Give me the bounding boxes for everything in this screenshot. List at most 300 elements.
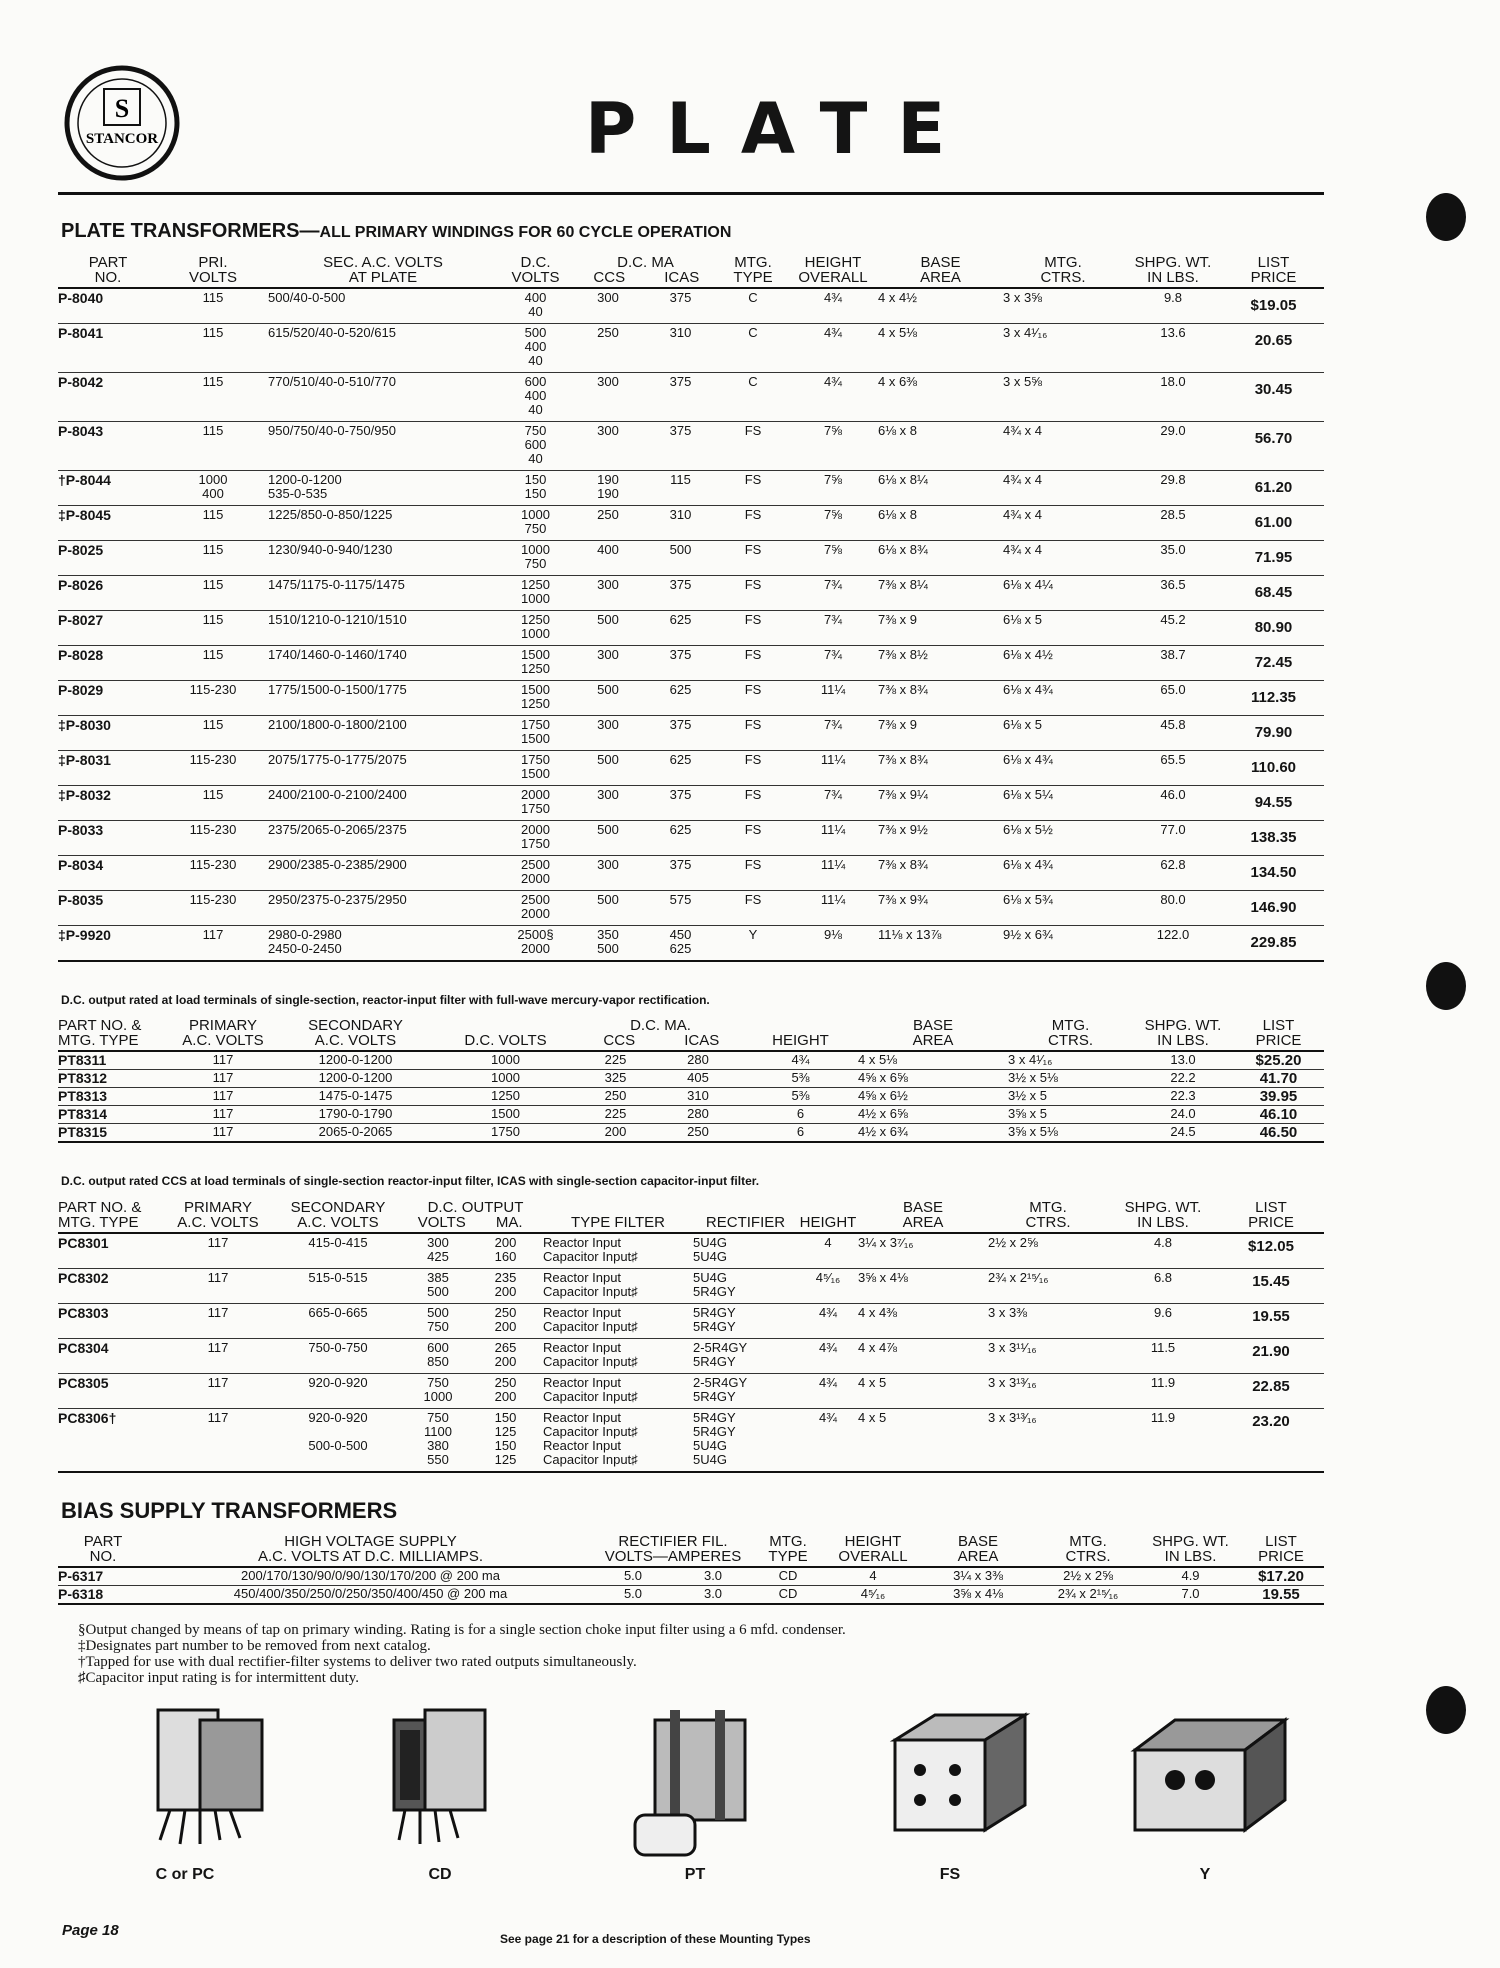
stancor-logo (64, 65, 180, 181)
table-row (58, 856, 1324, 891)
cell-icas: 375 (643, 373, 718, 422)
cell-icas: 625 (643, 751, 718, 786)
cell-rect: 5U4G 5R4GY (693, 1269, 798, 1304)
cell-ctrs: 2½ x 2⅝ (1033, 1567, 1143, 1586)
cell-part: ‡P-8045 (58, 506, 158, 541)
table-row (58, 1567, 1324, 1586)
cell-pri: 115 (158, 786, 268, 821)
cell-pri: 115-230 (158, 751, 268, 786)
cell-mtg: C (718, 288, 788, 324)
cell-wt: 45.2 (1123, 611, 1223, 646)
table-row (58, 324, 1324, 373)
bias-col-rectifier: RECTIFIER FIL. VOLTS—AMPERES (593, 1534, 753, 1567)
cell-base: 6⅛ x 8¾ (878, 541, 1003, 576)
cell-sec: 615/520/40-0-520/615 (268, 324, 498, 373)
bias-col-hv: HIGH VOLTAGE SUPPLY A.C. VOLTS AT D.C. MILLIAMPS. (148, 1534, 593, 1567)
cell-hv: 450/400/350/250/0/250/350/400/450 @ 200 ma (148, 1586, 593, 1605)
cell-mtg: FS (718, 541, 788, 576)
cell-wt: 35.0 (1123, 541, 1223, 576)
cell-sec: 2375/2065-0-2065/2375 (268, 821, 498, 856)
table-row (58, 611, 1324, 646)
cell-part: P-8033 (58, 821, 158, 856)
pc-col-height: HEIGHT (798, 1200, 858, 1233)
cell-ctrs: 9½ x 6¾ (1003, 926, 1123, 962)
cell-icas: 375 (643, 422, 718, 471)
cell-height: 4¾ (798, 1374, 858, 1409)
table-row (58, 681, 1324, 716)
cell-base: 4⅝ x 6⅝ (858, 1070, 1008, 1088)
pc-col-primary: PRIMARY A.C. VOLTS (168, 1200, 268, 1233)
table-row (58, 786, 1324, 821)
cell-height: 4¾ (798, 1304, 858, 1339)
pc-col-base: BASE AREA (858, 1200, 988, 1233)
cell-base: 4½ x 6¾ (858, 1124, 1008, 1143)
pc-col-rectifier: RECTIFIER (693, 1200, 798, 1233)
cell-sec: 415-0-415 (268, 1233, 408, 1269)
cell-base: 6⅛ x 8¼ (878, 471, 1003, 506)
cell-sec: 2100/1800-0-1800/2100 (268, 716, 498, 751)
cell-amps: 3.0 (673, 1586, 753, 1605)
cell-wt: 11.5 (1108, 1339, 1218, 1374)
pc-col-filter: TYPE FILTER (543, 1200, 693, 1233)
table-row (58, 1233, 1324, 1269)
table-row (58, 891, 1324, 926)
cell-pri: 115 (158, 716, 268, 751)
cell-pri: 117 (168, 1374, 268, 1409)
cell-rect: 5R4GY 5R4GY 5U4G 5U4G (693, 1409, 798, 1473)
cell-part: PT8315 (58, 1124, 168, 1143)
cell-base: 11⅛ x 13⅞ (878, 926, 1003, 962)
pc-col-secondary: SECONDARY A.C. VOLTS (268, 1200, 408, 1233)
cell-ctrs: 6⅛ x 5½ (1003, 821, 1123, 856)
cell-filter: Reactor Input Capacitor Input♯ (543, 1233, 693, 1269)
cell-mtg: FS (718, 681, 788, 716)
cell-ccs: 200 (578, 1124, 653, 1143)
cell-sec: 1200-0-1200 (278, 1070, 433, 1088)
cell-dc: 400 40 (498, 288, 573, 324)
cell-ctrs: 3⅝ x 5 (1008, 1106, 1133, 1124)
cell-base: 7⅜ x 9¾ (878, 891, 1003, 926)
cell-part: PC8304 (58, 1339, 168, 1374)
cell-wt: 29.0 (1123, 422, 1223, 471)
cell-ccs: 300 (573, 288, 643, 324)
cell-wt: 24.5 (1133, 1124, 1233, 1143)
cell-ctrs: 3 x 5⅝ (1003, 373, 1123, 422)
pt-col-secondary: SECONDARY A.C. VOLTS (278, 1018, 433, 1051)
cell-sec: 1200-0-1200 (278, 1051, 433, 1070)
cell-height: 7¾ (788, 716, 878, 751)
cell-ctrs: 4¾ x 4 (1003, 471, 1123, 506)
cell-part: P-8035 (58, 891, 158, 926)
cell-pri: 117 (168, 1070, 278, 1088)
cell-base: 6⅛ x 8 (878, 422, 1003, 471)
cell-sec: 1230/940-0-940/1230 (268, 541, 498, 576)
cell-mtg: FS (718, 716, 788, 751)
cell-part: PC8305 (58, 1374, 168, 1409)
col-mtg-ctrs: MTG. CTRS. (1003, 255, 1123, 288)
cell-mtg: FS (718, 786, 788, 821)
cell-base: 3⅝ x 4⅛ (858, 1269, 988, 1304)
cell-icas: 500 (643, 541, 718, 576)
cell-icas: 625 (643, 821, 718, 856)
cell-ctrs: 2¾ x 2¹⁵⁄₁₆ (1033, 1586, 1143, 1605)
cell-icas: 310 (643, 506, 718, 541)
cell-base: 7⅜ x 8¾ (878, 856, 1003, 891)
cell-dc: 1750 (433, 1124, 578, 1143)
pc-transformers-table (58, 1200, 1324, 1473)
cell-filter: Reactor Input Capacitor Input♯ (543, 1269, 693, 1304)
cell-base: 4 x 4½ (878, 288, 1003, 324)
cell-base: 4⅝ x 6½ (858, 1088, 1008, 1106)
table-row (58, 288, 1324, 324)
cell-price: 146.90 (1223, 891, 1324, 926)
cell-pri: 117 (168, 1088, 278, 1106)
cell-icas: 310 (643, 324, 718, 373)
cell-dc: 500 400 40 (498, 324, 573, 373)
cell-pri: 117 (168, 1269, 268, 1304)
cell-sec: 665-0-665 (268, 1304, 408, 1339)
cell-wt: 45.8 (1123, 716, 1223, 751)
cell-part: PC8303 (58, 1304, 168, 1339)
cell-wt: 7.0 (1143, 1586, 1238, 1605)
cell-icas: 375 (643, 716, 718, 751)
pt-col-base: BASE AREA (858, 1018, 1008, 1051)
logo-text: STANCOR (85, 131, 159, 147)
pc-col-ctrs: MTG. CTRS. (988, 1200, 1108, 1233)
footnote: ‡Designates part number to be removed from next catalog. (78, 1638, 431, 1654)
footnotes (78, 1622, 846, 1686)
pt-col-price: LIST PRICE (1233, 1018, 1324, 1051)
cell-part: PT8313 (58, 1088, 168, 1106)
cell-sec: 2065-0-2065 (278, 1124, 433, 1143)
cell-ctrs: 3 x 3¹³⁄₁₆ (988, 1409, 1108, 1473)
cell-sec: 1740/1460-0-1460/1740 (268, 646, 498, 681)
cell-base: 4 x 6⅜ (878, 373, 1003, 422)
table-row (58, 716, 1324, 751)
cell-pri: 115 (158, 646, 268, 681)
table-row (58, 1070, 1324, 1088)
cell-dc: 2000 1750 (498, 821, 573, 856)
cell-icas: 280 (653, 1106, 743, 1124)
cell-part: PC8306† (58, 1409, 168, 1473)
cell-ma: 250 200 (468, 1374, 543, 1409)
cell-ctrs: 6⅛ x 5¼ (1003, 786, 1123, 821)
cell-icas: 375 (643, 856, 718, 891)
cell-height: 4 (798, 1233, 858, 1269)
cell-icas: 310 (653, 1088, 743, 1106)
cell-height: 7⅝ (788, 541, 878, 576)
cell-ccs: 500 (573, 681, 643, 716)
svg-text:S: S (114, 94, 130, 123)
cell-wt: 4.8 (1108, 1233, 1218, 1269)
cell-dc: 1250 1000 (498, 576, 573, 611)
cell-icas: 250 (653, 1124, 743, 1143)
cell-price: 21.90 (1218, 1339, 1324, 1374)
cell-rect: 5R4GY 5R4GY (693, 1304, 798, 1339)
cell-ctrs: 3 x 3⅜ (988, 1304, 1108, 1339)
cell-height: 11¼ (788, 856, 878, 891)
table-row (58, 1088, 1324, 1106)
cell-base: 7⅜ x 9 (878, 611, 1003, 646)
cell-pri: 115 (158, 324, 268, 373)
cell-ccs: 350 500 (573, 926, 643, 962)
cell-price: 68.45 (1223, 576, 1324, 611)
cell-height: 4¾ (788, 373, 878, 422)
cell-height: 9⅛ (788, 926, 878, 962)
cell-base: 7⅜ x 8¾ (878, 751, 1003, 786)
cell-price: 110.60 (1223, 751, 1324, 786)
fig-label-cd: CD (428, 1866, 452, 1883)
col-part-no: PART NO. (58, 255, 158, 288)
pt-rating-note: D.C. output rated at load terminals of single-section, reactor-input filter with full-wave mercury-vapor rectification. (61, 993, 710, 1007)
cell-mtg: FS (718, 611, 788, 646)
cell-sec: 920-0-920 (268, 1374, 408, 1409)
cell-pri: 115-230 (158, 821, 268, 856)
cell-price: 94.55 (1223, 786, 1324, 821)
cell-mtg: FS (718, 576, 788, 611)
binder-hole-bottom (1426, 1686, 1466, 1734)
table-row (58, 821, 1324, 856)
mounting-types-note: See page 21 for a description of these Mounting Types (500, 1932, 811, 1946)
cell-base: 4 x 5 (858, 1409, 988, 1473)
cell-ctrs: 4¾ x 4 (1003, 422, 1123, 471)
cell-sec: 1510/1210-0-1210/1510 (268, 611, 498, 646)
cell-price: 72.45 (1223, 646, 1324, 681)
table-row (58, 1124, 1324, 1143)
cell-wt: 28.5 (1123, 506, 1223, 541)
cell-base: 7⅜ x 9 (878, 716, 1003, 751)
cell-wt: 24.0 (1133, 1106, 1233, 1124)
cell-sec: 2900/2385-0-2385/2900 (268, 856, 498, 891)
cell-volts: 600 850 (408, 1339, 468, 1374)
plate-transformers-table (58, 255, 1324, 962)
cell-part: ‡P-8030 (58, 716, 158, 751)
cell-base: 7⅜ x 8½ (878, 646, 1003, 681)
cell-ccs: 300 (573, 373, 643, 422)
col-price: LIST PRICE (1223, 255, 1324, 288)
cell-price: 46.10 (1233, 1106, 1324, 1124)
cell-ctrs: 4¾ x 4 (1003, 506, 1123, 541)
y-mount-transformer-icon (1120, 1700, 1290, 1850)
cell-sec: 2075/1775-0-1775/2075 (268, 751, 498, 786)
page-title: PLATE (585, 88, 976, 170)
cell-ctrs: 6⅛ x 4¾ (1003, 681, 1123, 716)
cell-mtg: FS (718, 821, 788, 856)
cell-ctrs: 2¾ x 2¹⁵⁄₁₆ (988, 1269, 1108, 1304)
cell-icas: 625 (643, 611, 718, 646)
cell-sec: 2980-0-2980 2450-0-2450 (268, 926, 498, 962)
cell-mtg: Y (718, 926, 788, 962)
cell-ctrs: 3 x 4¹⁄₁₆ (1003, 324, 1123, 373)
cell-height: 6 (743, 1106, 858, 1124)
cell-dc: 750 600 40 (498, 422, 573, 471)
fig-label-fs: FS (939, 1866, 961, 1883)
cell-mtg: FS (718, 471, 788, 506)
table-row (58, 1374, 1324, 1409)
cell-price: 22.85 (1218, 1374, 1324, 1409)
cell-sec: 2400/2100-0-2100/2400 (268, 786, 498, 821)
cell-ctrs: 6⅛ x 4½ (1003, 646, 1123, 681)
pt-col-dc-ma: D.C. MA. CCS ICAS (578, 1018, 743, 1051)
cell-filter: Reactor Input Capacitor Input♯ Reactor Input Capacitor Input♯ (543, 1409, 693, 1473)
cell-sec: 500/40-0-500 (268, 288, 498, 324)
cell-mtg: FS (718, 856, 788, 891)
cell-ccs: 225 (578, 1051, 653, 1070)
cell-wt: 13.0 (1133, 1051, 1233, 1070)
table-row (58, 1106, 1324, 1124)
cell-icas: 375 (643, 288, 718, 324)
pt-transformers-table (58, 1018, 1324, 1143)
cell-pri: 117 (168, 1339, 268, 1374)
pt-col-ctrs: MTG. CTRS. (1008, 1018, 1133, 1051)
cell-dc: 1750 1500 (498, 751, 573, 786)
cell-wt: 65.5 (1123, 751, 1223, 786)
bias-col-ctrs: MTG. CTRS. (1033, 1534, 1143, 1567)
pt-col-height: HEIGHT (743, 1018, 858, 1051)
pc-col-dc-output: D.C. OUTPUT VOLTS MA. (408, 1200, 543, 1233)
cell-sec: 950/750/40-0-750/950 (268, 422, 498, 471)
cell-price: 56.70 (1223, 422, 1324, 471)
cell-base: 3¼ x 3⅜ (923, 1567, 1033, 1586)
bias-col-part: PART NO. (58, 1534, 148, 1567)
cell-amps: 3.0 (673, 1567, 753, 1586)
cell-height: 4⁵⁄₁₆ (823, 1586, 923, 1605)
pt-col-primary: PRIMARY A.C. VOLTS (168, 1018, 278, 1051)
cell-wt: 36.5 (1123, 576, 1223, 611)
cell-base: 3¼ x 3⁷⁄₁₆ (858, 1233, 988, 1269)
cell-rect: 2-5R4GY 5R4GY (693, 1374, 798, 1409)
cell-sec: 1775/1500-0-1500/1775 (268, 681, 498, 716)
cell-part: †P-8044 (58, 471, 158, 506)
fig-label-c: C or PC (155, 1866, 215, 1883)
pc-rating-note: D.C. output rated CCS at load terminals of single-section reactor-input filter, ICAS with single-section capacitor-input filter. (61, 1174, 760, 1188)
pc-col-weight: SHPG. WT. IN LBS. (1108, 1200, 1218, 1233)
bias-col-height: HEIGHT OVERALL (823, 1534, 923, 1567)
cell-part: PT8312 (58, 1070, 168, 1088)
cell-pri: 1000 400 (158, 471, 268, 506)
cell-ma: 250 200 (468, 1304, 543, 1339)
cell-wt: 6.8 (1108, 1269, 1218, 1304)
bias-col-weight: SHPG. WT. IN LBS. (1143, 1534, 1238, 1567)
cell-height: 4 (823, 1567, 923, 1586)
cell-volts: 500 750 (408, 1304, 468, 1339)
cell-ctrs: 2½ x 2⅝ (988, 1233, 1108, 1269)
cell-rect: 2-5R4GY 5R4GY (693, 1339, 798, 1374)
cell-part: P-8029 (58, 681, 158, 716)
cell-volts: 300 425 (408, 1233, 468, 1269)
cell-dc: 2500 2000 (498, 856, 573, 891)
cell-sec: 1475-0-1475 (278, 1088, 433, 1106)
cell-icas: 375 (643, 786, 718, 821)
cell-wt: 4.9 (1143, 1567, 1238, 1586)
cell-ctrs: 6⅛ x 5 (1003, 611, 1123, 646)
col-base-area: BASE AREA (878, 255, 1003, 288)
plate-section-heading: PLATE TRANSFORMERS—ALL PRIMARY WINDINGS FOR 60 CYCLE OPERATION (61, 220, 732, 242)
bias-section-heading: BIAS SUPPLY TRANSFORMERS (61, 1498, 398, 1523)
bias-col-base: BASE AREA (923, 1534, 1033, 1567)
pt-col-dc-volts: D.C. VOLTS (433, 1018, 578, 1051)
col-height: HEIGHT OVERALL (788, 255, 878, 288)
cell-ccs: 300 (573, 646, 643, 681)
cell-height: 4¾ (798, 1409, 858, 1473)
cell-part: P-6317 (58, 1567, 148, 1586)
cell-dc: 1500 (433, 1106, 578, 1124)
cell-base: 7⅜ x 9½ (878, 821, 1003, 856)
cell-ccs: 300 (573, 856, 643, 891)
cell-dc: 1500 1250 (498, 646, 573, 681)
cell-pri: 115 (158, 506, 268, 541)
cell-sec: 770/510/40-0-510/770 (268, 373, 498, 422)
cell-hv: 200/170/130/90/0/90/130/170/200 @ 200 ma (148, 1567, 593, 1586)
cell-wt: 9.6 (1108, 1304, 1218, 1339)
cell-sec: 2950/2375-0-2375/2950 (268, 891, 498, 926)
cell-base: 7⅜ x 8¼ (878, 576, 1003, 611)
cell-base: 4 x 5⅛ (878, 324, 1003, 373)
cell-dc: 1000 750 (498, 506, 573, 541)
cell-ccs: 250 (573, 324, 643, 373)
table-row (58, 541, 1324, 576)
cell-part: PC8301 (58, 1233, 168, 1269)
cell-icas: 280 (653, 1051, 743, 1070)
cell-icas: 450 625 (643, 926, 718, 962)
title-rule (58, 192, 1324, 195)
cell-icas: 625 (643, 681, 718, 716)
cell-ccs: 500 (573, 751, 643, 786)
table-row (58, 1051, 1324, 1070)
cell-height: 11¼ (788, 821, 878, 856)
cell-price: 79.90 (1223, 716, 1324, 751)
cell-height: 7¾ (788, 646, 878, 681)
col-dc-volts: D.C. VOLTS (498, 255, 573, 288)
cell-part: P-8028 (58, 646, 158, 681)
cell-icas: 375 (643, 576, 718, 611)
cell-height: 7¾ (788, 611, 878, 646)
cell-pri: 115 (158, 541, 268, 576)
cell-price: 19.55 (1218, 1304, 1324, 1339)
table-row (58, 506, 1324, 541)
cell-sec: 515-0-515 (268, 1269, 408, 1304)
pt-col-part: PART NO. & MTG. TYPE (58, 1018, 168, 1051)
cell-price: 20.65 (1223, 324, 1324, 373)
cell-wt: 65.0 (1123, 681, 1223, 716)
footnote: ♯Capacitor input rating is for intermittent duty. (78, 1670, 360, 1686)
cell-height: 7¾ (788, 786, 878, 821)
cell-price: 61.20 (1223, 471, 1324, 506)
cell-volts: 5.0 (593, 1567, 673, 1586)
cell-dc: 1000 750 (498, 541, 573, 576)
cell-base: 4 x 4⅞ (858, 1339, 988, 1374)
cell-icas: 575 (643, 891, 718, 926)
cell-ccs: 225 (578, 1106, 653, 1124)
cell-part: P-8043 (58, 422, 158, 471)
footnote: §Output changed by means of tap on primary winding. Rating is for a single section choke input filter using a 6 mfd. condenser. (78, 1622, 846, 1638)
cell-pri: 115 (158, 373, 268, 422)
cell-ctrs: 3 x 4¹⁄₁₆ (1008, 1051, 1133, 1070)
cell-dc: 1000 (433, 1051, 578, 1070)
cell-price: 23.20 (1218, 1409, 1324, 1473)
cell-pri: 117 (158, 926, 268, 962)
cell-pri: 117 (168, 1124, 278, 1143)
cell-dc: 1750 1500 (498, 716, 573, 751)
cell-wt: 13.6 (1123, 324, 1223, 373)
cell-ccs: 400 (573, 541, 643, 576)
table-row (58, 1339, 1324, 1374)
bias-col-price: LIST PRICE (1238, 1534, 1324, 1567)
cell-wt: 18.0 (1123, 373, 1223, 422)
table-row (58, 373, 1324, 422)
cell-price: 229.85 (1223, 926, 1324, 962)
cell-base: 4 x 5⅛ (858, 1051, 1008, 1070)
